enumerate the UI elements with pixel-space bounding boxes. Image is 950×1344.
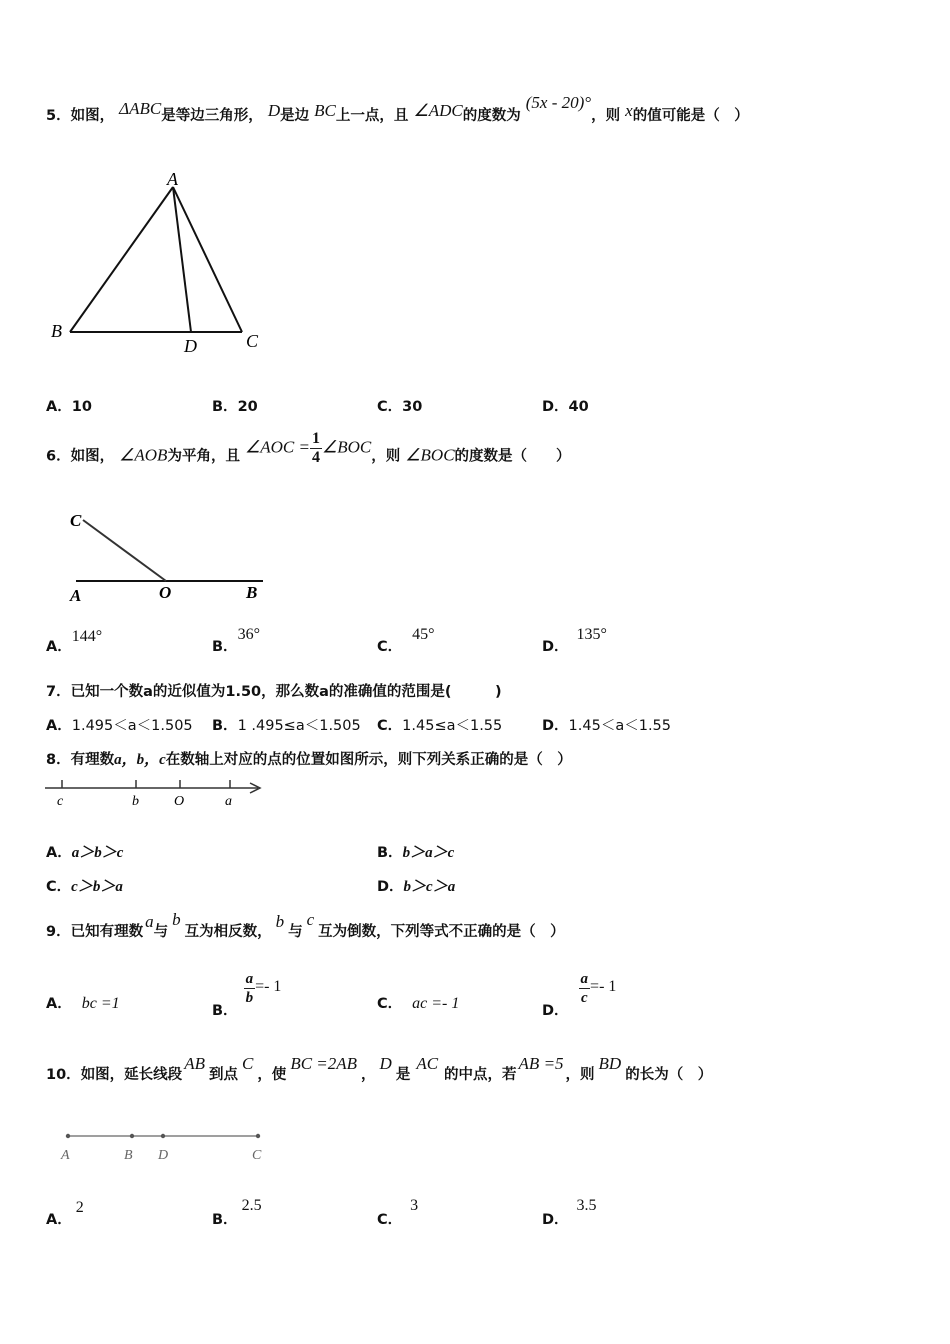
q10-number: 10． (46, 1067, 81, 1083)
q7-stem: 7．已知一个数a的近似值为1.50，那么数a的准确值的范围是( ) (46, 684, 502, 700)
q9-stem: 9．已知有理数a与b互为相反数，b与c互为倒数，下列等式不正确的是（ ） (46, 910, 565, 940)
label-a: a (225, 794, 232, 809)
point-A (66, 1134, 70, 1138)
q7-option-c[interactable]: C．1.45≤a＜1.55 (377, 718, 503, 734)
q8-number-line (40, 775, 270, 815)
q6-option-a[interactable]: A．144° (46, 628, 103, 655)
q10-option-c[interactable]: C．3 (377, 1197, 419, 1228)
label-c: c (57, 794, 64, 809)
q8-option-a[interactable]: A．a＞b＞c (46, 845, 124, 861)
label-A: A (61, 1148, 70, 1163)
q9-option-b[interactable]: B． $\frac{a}{b}$ =- 1 (212, 971, 282, 1019)
q6-option-b[interactable]: B．36° (212, 626, 260, 655)
q8-option-c[interactable]: C．c＞b＞a (46, 879, 123, 895)
q5-option-b[interactable]: B．20 (212, 399, 258, 415)
segment-AD (173, 187, 191, 332)
q8-number: 8． (46, 752, 71, 768)
q6-option-c[interactable]: C．45° (377, 626, 435, 655)
point-C (256, 1134, 260, 1138)
point-C-label: C (70, 511, 82, 530)
q9-option-c[interactable]: C． ac =- 1 (377, 995, 460, 1012)
q9-option-d[interactable]: D． $\frac{a}{c}$ =- 1 (542, 971, 617, 1019)
q10-segment-figure (55, 1125, 275, 1170)
q8-option-d[interactable]: D．b＞c＞a (377, 879, 456, 895)
q10-option-b[interactable]: B．2.5 (212, 1197, 262, 1228)
q5-option-c[interactable]: C．30 (377, 399, 423, 415)
point-B-label: B (246, 583, 258, 602)
q6-fraction: $\frac{1}{4}$ (311, 430, 320, 466)
vertex-C-label: C (246, 331, 259, 351)
q10-option-d[interactable]: D．3.5 (542, 1197, 597, 1228)
q5-stem: 5．如图， ΔABC是等边三角形， D是边 BC上一点，且 ∠ADC的度数为 (5x - 20)°，则 x的值可能是（ ） (46, 93, 749, 124)
q9-number: 9． (46, 924, 71, 940)
label-B: B (124, 1148, 133, 1163)
point-B (130, 1134, 134, 1138)
vertex-A-label: A (167, 169, 178, 189)
vertex-B-label: B (51, 321, 62, 341)
ray-OC (83, 520, 166, 581)
q9-option-a[interactable]: A． bc =1 (46, 995, 120, 1012)
q6-number: 6． (46, 448, 71, 465)
point-O-label: O (159, 583, 172, 602)
q6-stem: 6．如图， ∠AOB为平角，且 ∠AOC = $\frac{1}{4}$ ∠BOC，则 ∠BOC的度数是（ ） (46, 430, 571, 466)
label-b: b (132, 794, 139, 809)
label-O: O (174, 794, 185, 809)
q7-option-d[interactable]: D．1.45＜a＜1.55 (542, 718, 672, 734)
q6-option-d[interactable]: D．135° (542, 626, 607, 655)
point-D-label: D (184, 336, 197, 356)
q6-angle-figure (58, 505, 278, 605)
q8-option-b[interactable]: B．b＞a＞c (377, 845, 455, 861)
label-D: D (158, 1148, 169, 1163)
side-AC (173, 187, 242, 332)
point-A-label: A (70, 586, 82, 605)
q10-stem: 10．如图，延长线段AB到点C，使BC =2AB，D是AC的中点，若AB =5，则BD的长为（ ） (46, 1054, 713, 1083)
q5-option-a[interactable]: A．10 (46, 399, 92, 415)
point-D (161, 1134, 165, 1138)
side-AB (70, 187, 173, 332)
q6-condition-formula: ∠AOC = $\frac{1}{4}$ ∠BOC (245, 430, 372, 466)
q5-triangle-figure (40, 165, 280, 360)
q7-option-a[interactable]: A．1.495＜a＜1.505 (46, 718, 193, 734)
label-C: C (252, 1148, 262, 1163)
q7-option-b[interactable]: B．1 .495≤a＜1.505 (212, 718, 361, 734)
q10-option-a[interactable]: A．2 (46, 1199, 84, 1228)
q5-number: 5． (46, 108, 71, 124)
q5-option-d[interactable]: D．40 (542, 399, 589, 415)
q8-stem: 8．有理数a，b，c在数轴上对应的点的位置如图所示，则下列关系正确的是（ ） (46, 752, 572, 768)
